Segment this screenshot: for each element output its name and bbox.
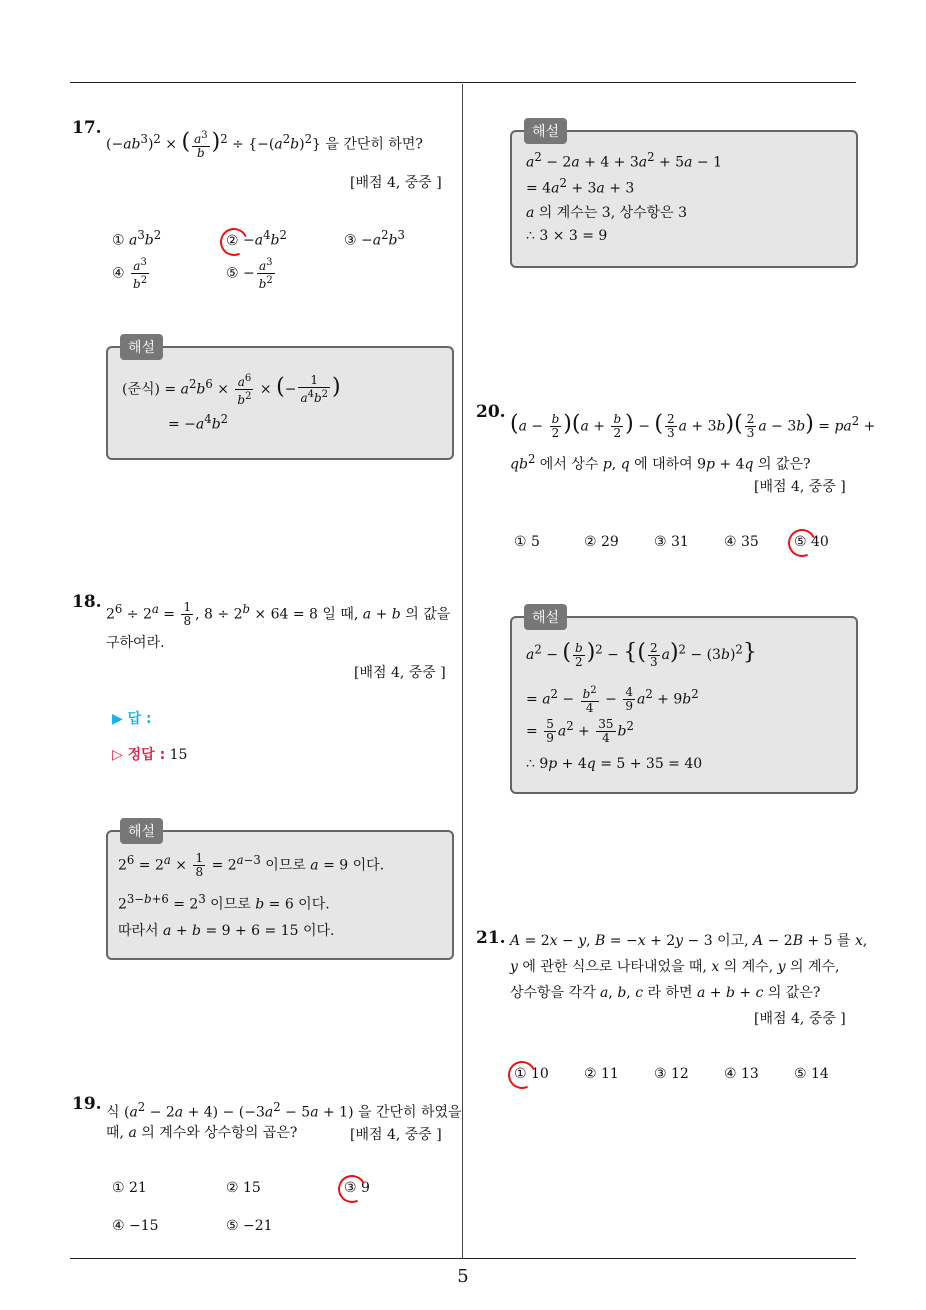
q19-solution-box — [510, 124, 858, 268]
q20-choice-5[interactable]: ⑤ 40 — [794, 534, 829, 550]
solution-tag: 해설 — [120, 818, 163, 844]
q21-choice-5[interactable]: ⑤ 14 — [794, 1066, 829, 1082]
q20-solution-line-2: = $a^2$ − $\frac{b^2}{4}$ − $\frac{4}{9}$ $a^2 + 9b^2$ — [526, 685, 699, 715]
q17-choice-3[interactable]: ③ $-a^2b^3$ — [344, 228, 405, 249]
q21-choice-2[interactable]: ② 11 — [584, 1066, 619, 1082]
q19-choice-2[interactable]: ② 15 — [226, 1180, 261, 1196]
solution-tag: 해설 — [524, 604, 567, 630]
top-rule — [70, 82, 856, 83]
q19-number: 19. — [72, 1094, 102, 1114]
q18-solution-line-3: 따라서 a + b = 9 + 6 = 15 이다. — [118, 923, 335, 939]
correct-value: 15 — [169, 747, 188, 763]
q20-solution-box — [510, 610, 858, 794]
q20-choice-2[interactable]: ② 29 — [584, 534, 619, 550]
q21-choice-3[interactable]: ③ 12 — [654, 1066, 689, 1082]
q20-number: 20. — [476, 402, 506, 422]
q19-choice-4[interactable]: ④ −15 — [112, 1218, 159, 1234]
q18-solution-line-1: $2^6 = 2^a$ × $\frac{1}{8}$ = $2^{a-3}$ 이므로 a = 9 이다. — [118, 851, 385, 879]
bottom-rule — [70, 1258, 856, 1259]
q18-correct-answer — [112, 744, 187, 764]
q17-choice-4[interactable]: ④ $\frac{a^3}{b^2}$ — [112, 257, 148, 291]
q19-question-line-1: 식 $(a^2 - 2a + 4) - (-3a^2 - 5a + 1)$ 을 간단히 하였을 — [106, 1100, 462, 1121]
q18-answer-label: ▶ 답 : — [112, 711, 152, 727]
correct-label: ▷ 정답 : — [112, 747, 166, 763]
q17-solution-box — [106, 340, 454, 460]
q20-choice-1[interactable]: ① 5 — [514, 534, 540, 550]
q19-question-line-2: 때, a 의 계수와 상수항의 곱은? — [106, 1125, 298, 1141]
q21-meta: [배점 4, 중중 ] — [754, 1011, 846, 1027]
column-divider — [462, 84, 463, 1259]
solution-tag: 해설 — [120, 334, 163, 360]
q17-question: $(-ab^3)^2$ × ( $\frac{a^3}{b}$ )$^2 \div \{-(a^2b)^2\}$ 을 간단히 하면? — [106, 129, 423, 161]
q17-choice-1[interactable]: ① $a^3b^2$ — [112, 228, 162, 249]
q19-choice-5[interactable]: ⑤ −21 — [226, 1218, 273, 1234]
q21-number: 21. — [476, 928, 506, 948]
q21-question-line-2: y 에 관한 식으로 나타내었을 때, x 의 계수, y 의 계수, — [510, 959, 840, 975]
answer-mark-icon — [784, 525, 820, 561]
answer-mark-icon — [504, 1057, 540, 1093]
answer-mark-icon — [334, 1171, 370, 1207]
q18-solution-box — [106, 824, 454, 960]
q17-choice-5[interactable]: ⑤ − $\frac{a^3}{b^2}$ — [226, 257, 273, 291]
q17-solution-line-1: (준식) = $a^2b^6$ × $\frac{a^6}{b^2}$ × (− $\frac{1}{a^4b^2}$ ) — [122, 373, 341, 407]
page-number: 5 — [457, 1266, 469, 1287]
q17-number: 17. — [72, 118, 102, 138]
q19-choice-1[interactable]: ① 21 — [112, 1180, 147, 1196]
q20-solution-line-3: = $\frac{5}{9}$ $a^2$ + $\frac{35}{4}$ $b^2$ — [526, 717, 634, 745]
q17-meta: [배점 4, 중중 ] — [350, 175, 442, 191]
q17-solution-line-2: = $-a^4b^2$ — [168, 412, 229, 433]
q19-meta: [배점 4, 중중 ] — [350, 1127, 442, 1143]
q18-number: 18. — [72, 592, 102, 612]
answer-mark-icon — [216, 224, 252, 260]
q18-question-line-1: $2^6 \div 2^a$ = $\frac{1}{8}$ , $8 \div 2^b \times 64 = 8$ 일 때, a + b 의 값을 — [106, 600, 451, 629]
q19-choice-3[interactable]: ③ 9 — [344, 1180, 370, 1196]
q21-question-line-3: 상수항을 각각 a, b, c 라 하면 a + b + c 의 값은? — [510, 985, 821, 1001]
q19-solution-line-1: $a^2 - 2a + 4 + 3a^2 + 5a - 1$ — [526, 150, 722, 171]
q19-solution-line-4: ∴ 3 × 3 = 9 — [526, 228, 608, 244]
q20-choice-3[interactable]: ③ 31 — [654, 534, 689, 550]
q21-choice-4[interactable]: ④ 13 — [724, 1066, 759, 1082]
q18-solution-line-2: $2^{3-b+6} = 2^3$ 이므로 b = 6 이다. — [118, 892, 330, 913]
q20-solution-line-1: $a^2$ − ( $\frac{b}{2}$ )$^2$ − {( $\frac{2}{3}$ $a)^2 - (3b)^2$} — [526, 640, 757, 669]
q20-choice-4[interactable]: ④ 35 — [724, 534, 759, 550]
q20-question-line-1: (a − $\frac{b}{2}$ )(a + $\frac{b}{2}$ ) − ( $\frac{2}{3}$ a + 3b)( $\frac{2}{3}$ $a - 3b) = pa^2$ + — [510, 411, 876, 441]
q19-solution-line-2: = $4a^2 + 3a + 3$ — [526, 176, 635, 197]
q21-question-line-1: A = 2x − y, B = −x + 2y − 3 이고, A − 2B + 5 를 x, — [510, 933, 868, 949]
q18-meta: [배점 4, 중중 ] — [354, 665, 446, 681]
q20-question-line-2: $qb^2$ 에서 상수 p, q 에 대하여 9p + 4q 의 값은? — [510, 452, 811, 473]
q20-meta: [배점 4, 중중 ] — [754, 479, 846, 495]
q21-choice-1[interactable]: ① 10 — [514, 1066, 549, 1082]
q20-solution-line-4: ∴ 9p + 4q = 5 + 35 = 40 — [526, 756, 703, 772]
solution-tag: 해설 — [524, 118, 567, 144]
q19-solution-line-3: a 의 계수는 3, 상수항은 3 — [526, 205, 688, 221]
q18-question-line-2: 구하여라. — [106, 635, 165, 651]
q17-choice-2[interactable]: ② $-a^4b^2$ — [226, 228, 287, 249]
